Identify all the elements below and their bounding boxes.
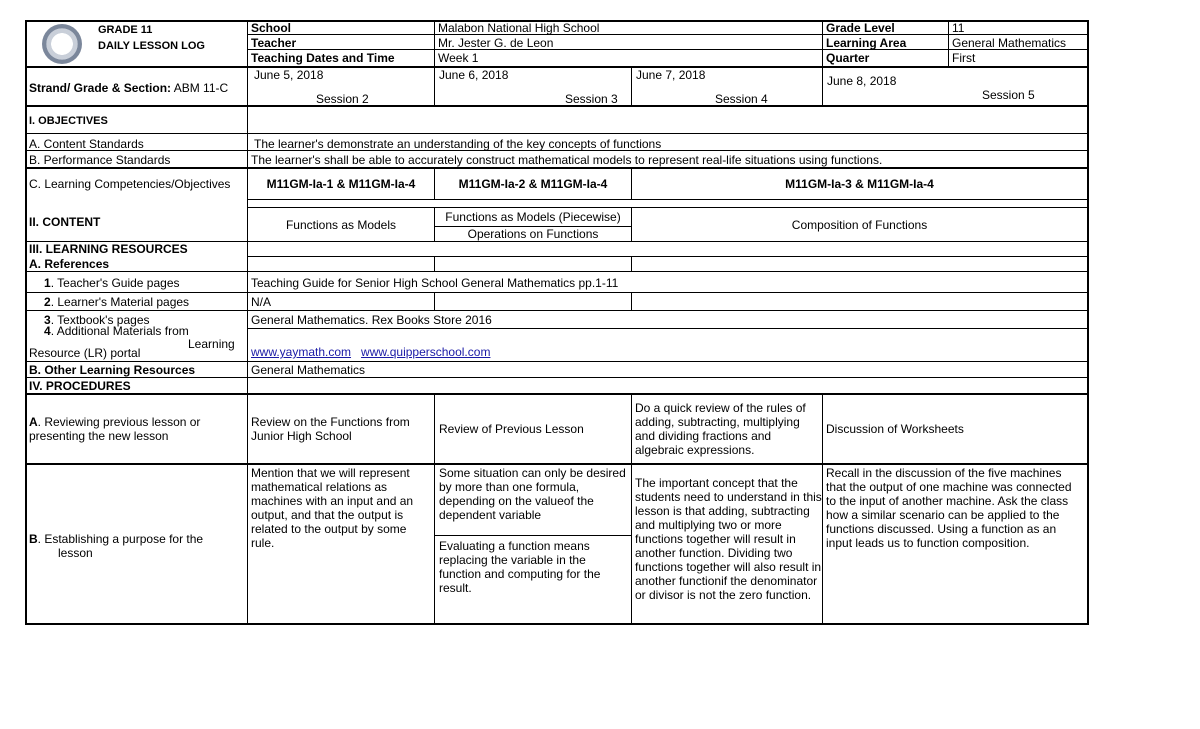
learners-material-label [44,295,189,309]
procedure-letter: A [29,415,38,429]
resource-links [251,345,490,359]
procedure-b-col4: Recall in the discussion of the five machines that the output of one machine was connected to the input of another machine. Ask the class how a similar scenario can be applied to the functions discussed. Using a function as an input leads us to function composition. [826,466,1072,550]
teacher-value: Mr. Jester G. de Leon [438,36,554,50]
item-number: 4 [44,324,51,338]
procedure-b-label-2: lesson [58,546,93,560]
procedure-b-col2-top: Some situation can only be desired by more than one formula, depending on the valueof the dependent variable [439,466,626,522]
item-number: 3 [44,313,51,327]
references-label: A. References [29,257,110,271]
textbook-value: General Mathematics. Rex Books Store 2016 [251,313,492,327]
competencies-label: C. Learning Competencies/Objectives [29,177,231,191]
learning-area-label: Learning Area [826,36,907,50]
procedure-b-col2-bottom: Evaluating a function means replacing the variable in the function and computing for the result. [439,539,601,595]
content-col3: Composition of Functions [791,218,928,232]
teacher-label: Teacher [251,36,297,50]
strand-label: Strand/ Grade & Section: [29,81,172,95]
competency-code: M11GM-Ia-2 & M11GM-Ia-4 [458,177,608,191]
session-name: Session 2 [316,92,369,106]
session-name: Session 5 [982,88,1035,102]
procedure-a-col4: Discussion of Worksheets [826,422,964,436]
session-date: June 6, 2018 [439,68,509,82]
content-standards-label: A. Content Standards [29,137,144,151]
teachers-guide-label [44,276,180,290]
quipperschool-link[interactable]: www.quipperschool.com [361,345,491,359]
procedure-a-col2: Review of Previous Lesson [439,422,584,436]
resources-heading: III. LEARNING RESOURCES [29,242,188,256]
content-col1: Functions as Models [285,218,397,232]
deped-seal-icon [42,24,82,64]
item-label: . Learner's Material pages [50,295,190,309]
item-label: . Teacher's Guide pages [50,276,180,290]
strand-value: ABM 11-C [173,81,229,95]
session-name: Session 4 [715,92,768,106]
content-col2-top: Functions as Models (Piecewise) [445,210,621,224]
grade-level-label: Grade Level [826,21,895,35]
content-col2-bottom: Operations on Functions [467,227,599,241]
quarter-value: First [952,51,976,65]
other-resources-value: General Mathematics [251,363,366,377]
procedure-label-text: . Establishing a purpose for the [37,532,204,546]
session-name: Session 3 [565,92,618,106]
learners-material-value: N/A [251,295,272,309]
content-heading: II. CONTENT [29,215,101,229]
procedure-a-col3: Do a quick review of the rules of adding, subtracting, multiplying and dividing fractions and algebraic expressions. [635,401,806,457]
other-resources-label: B. Other Learning Resources [29,363,196,377]
performance-standards-text: The learner's shall be able to accurately construct mathematical models to represent real-life situations using functions. [251,153,883,167]
procedure-b-col3: The important concept that the students need to understand in this lesson is that adding, subtracting and multiplying two or more functions together will result in another function. Dividing two functions together will also result in another functionif the denominator or divisor is not the zero function. [635,476,822,602]
log-type-title: DAILY LESSON LOG [98,40,205,52]
competency-code: M11GM-Ia-1 & M11GM-Ia-4 [266,177,416,191]
additional-materials-label [44,324,189,338]
procedure-a-label [29,415,200,429]
objectives-heading: I. OBJECTIVES [29,115,108,127]
additional-materials-label-3: Resource (LR) portal [29,346,141,360]
additional-materials-label-2: Learning [188,337,235,351]
yaymath-link[interactable]: www.yaymath.com [251,345,352,359]
quarter-label: Quarter [826,51,870,65]
procedure-label-text: . Reviewing previous lesson or [37,415,201,429]
session-date: June 7, 2018 [636,68,706,82]
procedure-a-label-2: presenting the new lesson [29,429,169,443]
competency-code: M11GM-Ia-3 & M11GM-Ia-4 [785,177,934,191]
strand-section [29,81,228,95]
performance-standards-label: B. Performance Standards [29,153,171,167]
school-value: Malabon National High School [438,21,600,35]
teachers-guide-value: Teaching Guide for Senior High School General Mathematics pp.1-11 [251,276,619,290]
procedures-heading: IV. PROCEDURES [29,379,131,393]
dates-label: Teaching Dates and Time [251,51,395,65]
session-date: June 5, 2018 [254,68,324,82]
procedure-b-label [29,532,203,546]
item-label: . Textbook's pages [50,313,150,327]
grade-title: GRADE 11 [98,24,153,36]
grade-level-value: 11 [952,21,965,35]
dates-value: Week 1 [438,51,479,65]
procedure-letter: B [29,532,38,546]
session-date: June 8, 2018 [827,74,897,88]
content-standards-text: The learner's demonstrate an understanding of the key concepts of functions [254,137,662,151]
procedure-a-col1: Review on the Functions from Junior High School [251,415,410,443]
item-number: 2 [44,295,51,309]
learning-area-value: General Mathematics [952,36,1067,50]
item-label: . Additional Materials from [50,324,189,338]
item-number: 1 [44,276,51,290]
procedure-b-col1: Mention that we will represent mathematical relations as machines with an input and an output, and that the output is related to the output by some rule. [251,466,414,550]
school-label: School [251,21,292,35]
